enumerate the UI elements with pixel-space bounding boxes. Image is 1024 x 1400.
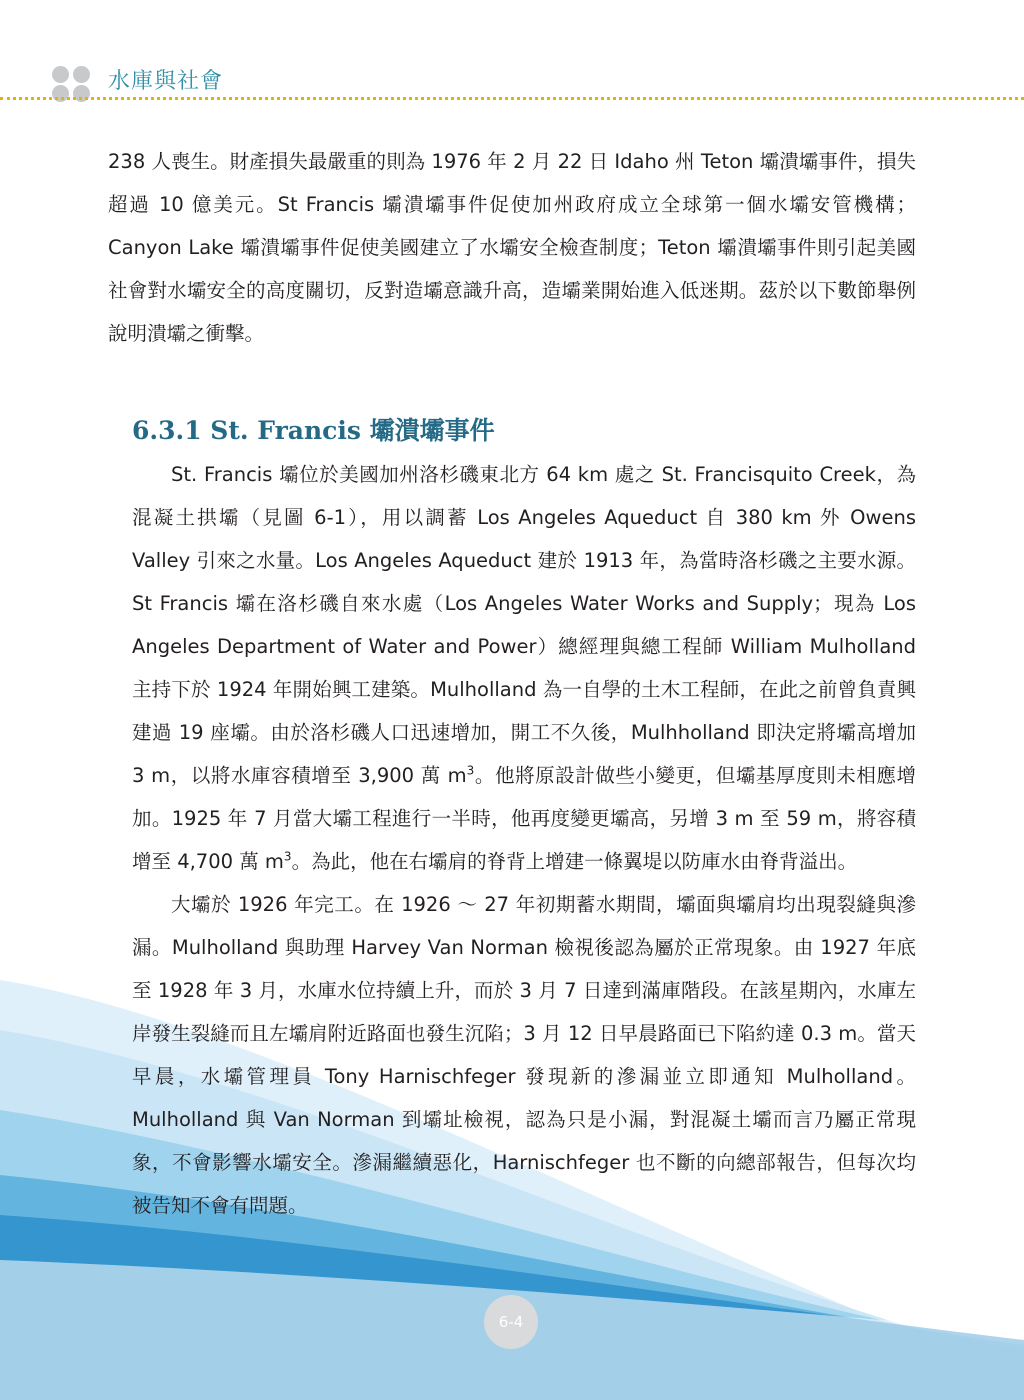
superscript-3-b: 3 (283, 849, 292, 864)
paragraph-1-text-b: 。他將原設計做些小變更，但壩基厚度則未相應增加。1925 年 7 月當大壩工程進行一半時，他再度變更壩高，另增 3 m 至 59 m，將容積增至 4,700 萬 m (132, 764, 916, 873)
section-paragraph-1 (132, 453, 916, 883)
intro-paragraph: 238 人喪生。財產損失最嚴重的則為 1976 年 2 月 22 日 Idaho 州 Teton 壩潰壩事件，損失超過 10 億美元。St Francis 壩潰壩事件促使加州政府成立全球第一個水壩安管機構；Canyon Lake 壩潰壩事件促使美國建立了水壩安全檢查制度；Teton 壩潰壩事件則引起美國社會對水壩安全的高度關切，反對造壩意識升高，造壩業開始進入低迷期。茲於以下數節舉例說明潰壩之衝擊。 (108, 150, 916, 345)
header-divider (0, 97, 1024, 100)
section-paragraph-2: 大壩於 1926 年完工。在 1926 ～ 27 年初期蓄水期間，壩面與壩肩均出現裂縫與滲漏。Mulholland 與助理 Harvey Van Norman 檢視後認為屬於正常現象。由 1927 年底至 1928 年 3 月，水庫水位持續上升，而於 3 月 7 日達到滿庫階段。在該星期內，水庫左岸發生裂縫而且左壩肩附近路面也發生沉陷；3 月 12 日早晨路面已下陷約達 0.3 m。當天早晨，水壩管理員 Tony Harnischfeger 發現新的滲漏並立即通知 Mulholland。Mulholland 與 Van Norman 到壩址檢視，認為只是小漏，對混凝土壩而言乃屬正常現象，不會影響水壩安全。滲漏繼續惡化，Harnischfeger 也不斷的向總部報告，但每次均被告知不會有問題。 (132, 893, 916, 1217)
superscript-3-a: 3 (466, 763, 475, 778)
page-number-badge: 6-4 (484, 1295, 538, 1349)
header-title: 水庫與社會 (108, 69, 224, 94)
page-content (108, 140, 916, 1227)
paragraph-1-text-c: 。為此，他在右壩肩的脊背上增建一條翼堤以防庫水由脊背溢出。 (291, 850, 858, 873)
section-heading: 6.3.1 St. Francis 壩潰壩事件 (132, 416, 495, 445)
paragraph-1-text-a: St. Francis 壩位於美國加州洛杉磯東北方 64 km 處之 St. Francisquito Creek，為混凝土拱壩（見圖 6-1），用以調蓄 Los Angeles Aqueduct 自 380 km 外 Owens Valley 引來之水量。Los Angeles Aqueduct 建於 1913 年，為當時洛杉磯之主要水源。St Francis 壩在洛杉磯自來水處（Los Angeles Water Works and Supply；現為 Los Angeles Department of Water and Power）總經理與總工程師 William Mulholland 主持下於 1924 年開始興工建築。Mulholland 為一自學的土木工程師，在此之前曾負責興建過 19 座壩。由於洛杉磯人口迅速增加，開工不久後，Mulhholland 即決定將壩高增加 3 m，以將水庫容積增至 3,900 萬 m (132, 463, 916, 787)
section-body (108, 453, 916, 1227)
